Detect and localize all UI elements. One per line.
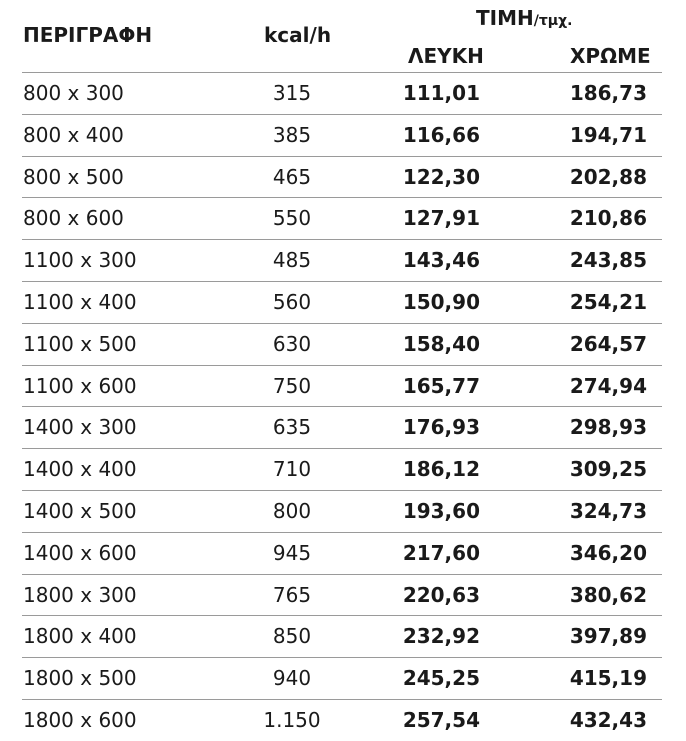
cell-price-chrome: 254,21: [569, 289, 647, 314]
cell-price-chrome: 194,71: [569, 122, 647, 147]
table-row: [22, 700, 662, 741]
cell-price-chrome: 264,57: [569, 331, 647, 356]
cell-price-chrome: 274,94: [569, 373, 647, 398]
cell-price-white: 245,25: [402, 666, 480, 691]
cell-kcal: 315: [272, 81, 312, 105]
cell-price-chrome: 346,20: [569, 540, 647, 565]
cell-kcal: 385: [272, 122, 312, 147]
cell-price-white: 220,63: [402, 582, 480, 607]
cell-price-chrome: 397,89: [569, 624, 647, 649]
cell-price-chrome: 309,25: [569, 457, 647, 482]
cell-kcal: 750: [272, 373, 312, 398]
cell-price-white: 217,60: [402, 540, 480, 565]
cell-kcal: 630: [272, 331, 312, 356]
cell-kcal: 635: [272, 415, 312, 440]
table-row: [22, 324, 662, 366]
cell-description: 1100 x 300: [23, 248, 137, 273]
table-row: [22, 282, 662, 324]
table-row: [22, 616, 662, 658]
table-row: [22, 658, 662, 700]
cell-price-white: 158,40: [402, 331, 480, 356]
cell-price-white: 111,01: [402, 81, 480, 105]
cell-description: 1800 x 400: [23, 624, 137, 649]
table-row: [22, 240, 662, 282]
price-table: [22, 0, 662, 741]
cell-description: 1800 x 300: [23, 582, 137, 607]
table-row: [22, 533, 662, 575]
table-row: [22, 73, 662, 115]
table-row: [22, 366, 662, 408]
cell-description: 1800 x 600: [23, 707, 137, 732]
header-price-label: ΤΙΜΗ: [476, 6, 534, 30]
cell-kcal: 465: [272, 164, 312, 189]
cell-price-white: 150,90: [402, 289, 480, 314]
cell-description: 1400 x 300: [23, 415, 137, 440]
cell-price-chrome: 202,88: [569, 164, 647, 189]
cell-price-white: 232,92: [402, 624, 480, 649]
header-description: ΠΕΡΙΓΡΑΦΗ: [23, 23, 153, 47]
cell-description: 1400 x 500: [23, 498, 137, 523]
cell-price-white: 143,46: [402, 248, 480, 273]
cell-price-chrome: 298,93: [569, 415, 647, 440]
table-row: [22, 407, 662, 449]
table-row: [22, 157, 662, 199]
cell-kcal: 1.150: [263, 707, 321, 732]
cell-price-white: 122,30: [402, 164, 480, 189]
cell-kcal: 850: [272, 624, 312, 649]
cell-price-chrome: 380,62: [569, 582, 647, 607]
cell-description: 1800 x 500: [23, 666, 137, 691]
cell-description: 1400 x 600: [23, 540, 137, 565]
cell-price-white: 165,77: [402, 373, 480, 398]
header-price: [476, 6, 572, 33]
cell-description: 800 x 600: [23, 206, 124, 231]
header-chrome: ΧΡΩΜΕ: [570, 44, 651, 68]
table-row: [22, 115, 662, 157]
table-body: [22, 73, 662, 741]
cell-price-white: 116,66: [402, 122, 480, 147]
cell-kcal: 940: [272, 666, 312, 691]
cell-description: 1100 x 500: [23, 331, 137, 356]
cell-kcal: 485: [272, 248, 312, 273]
header-price-unit: /τμχ.: [533, 13, 573, 29]
cell-kcal: 765: [272, 582, 312, 607]
cell-price-chrome: 210,86: [569, 206, 647, 231]
cell-price-chrome: 415,19: [569, 666, 647, 691]
table-row: [22, 575, 662, 617]
cell-price-white: 193,60: [402, 498, 480, 523]
table-row: [22, 491, 662, 533]
cell-kcal: 710: [272, 457, 312, 482]
header-kcal: kcal/h: [264, 23, 332, 47]
cell-price-chrome: 186,73: [569, 81, 647, 105]
cell-kcal: 945: [272, 540, 312, 565]
cell-description: 800 x 300: [23, 81, 124, 105]
cell-kcal: 550: [272, 206, 312, 231]
table-header: [22, 0, 662, 73]
cell-description: 1100 x 400: [23, 289, 137, 314]
cell-description: 1400 x 400: [23, 457, 137, 482]
cell-price-chrome: 324,73: [569, 498, 647, 523]
cell-description: 1100 x 600: [23, 373, 137, 398]
cell-description: 800 x 400: [23, 122, 124, 147]
cell-price-white: 176,93: [402, 415, 480, 440]
table-row: [22, 198, 662, 240]
cell-kcal: 560: [272, 289, 312, 314]
cell-price-white: 257,54: [402, 707, 480, 732]
cell-price-white: 186,12: [402, 457, 480, 482]
cell-price-white: 127,91: [402, 206, 480, 231]
table-row: [22, 449, 662, 491]
cell-price-chrome: 432,43: [569, 707, 647, 732]
cell-price-chrome: 243,85: [569, 248, 647, 273]
cell-kcal: 800: [272, 498, 312, 523]
header-white: ΛΕΥΚΗ: [408, 44, 484, 68]
cell-description: 800 x 500: [23, 164, 124, 189]
